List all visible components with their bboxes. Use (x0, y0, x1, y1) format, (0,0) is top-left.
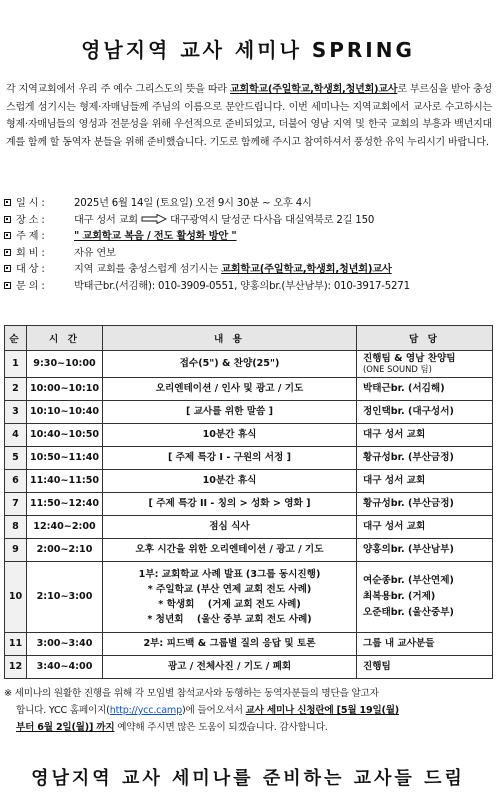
header-content: 내 용 (103, 326, 357, 351)
intro-text-end: 로 부르심을 받아 충성스럽게 섬기시는 형제·자매님들께 주님의 이름으로 문안드립니다. 이번 세미나는 지역교회에서 교사로 수고하시는 형제·자매님들의 영성과 전문성을 위해 우선적으로 준비되었고, 더불어 영남 지역 및 한국 교회의 부흥과 백년지대계를 함께 할 동역자 분들을 위해 준비했습니다. 기도로 함께해 주시고 참여하셔서 풍성한 유익 누리시기 바랍니다. (6, 84, 492, 148)
note-text: 합니다. YCC 홈페이지( (16, 705, 110, 716)
info-contact-label: 문 의 : (16, 280, 45, 292)
header-no: 순 (5, 326, 27, 351)
info-theme-value: " 교회학교 복음 / 전도 활성화 방안 " (74, 231, 237, 243)
row-content: 2부: 피드백 & 그룹별 질의 응답 및 토론 (103, 633, 357, 656)
row-time: 11:50~12:40 (27, 493, 103, 516)
event-info (4, 196, 494, 296)
row-time: 11:40~11:50 (27, 470, 103, 493)
table-row (5, 633, 493, 656)
row-no: 10 (5, 562, 27, 633)
row-no: 9 (5, 539, 27, 562)
row-owner: 황규성br. (부산금정) (357, 493, 493, 516)
info-contact-value: 박태근br.(서김해): 010-3909-0551, 양홍의br.(부산남부): 010-3917-5271 (74, 280, 410, 292)
info-target-emphasis: 교회학교(주일학교,학생회,청년회)교사 (221, 264, 392, 276)
arrow-right-icon (141, 214, 167, 224)
row-owner (357, 351, 493, 378)
info-contact (4, 279, 494, 296)
row-owner: 진행팀 (357, 656, 493, 679)
note-text: )에 들어오셔서 (181, 705, 246, 716)
table-row (5, 378, 493, 401)
row-owner: 정인택br. (대구성서) (357, 401, 493, 424)
row-time: 10:40~10:50 (27, 424, 103, 447)
row-time: 10:00~10:10 (27, 378, 103, 401)
page-title: 영남지역 교사 세미나 SPRING (81, 38, 415, 62)
intro-paragraph (6, 81, 492, 151)
row-time: 10:50~11:40 (27, 447, 103, 470)
row-content: 점심 식사 (103, 516, 357, 539)
info-fee (4, 246, 494, 263)
row-content: 10분간 휴식 (103, 424, 357, 447)
info-date-label: 일 시 : (16, 198, 45, 209)
row-time: 2:00~2:10 (27, 539, 103, 562)
row-owner-sub: (ONE SOUND 팀) (363, 364, 432, 374)
row-content-line: * 학생회 (거제 교회 전도 사례) (158, 599, 301, 610)
row-owner-main: 진행팀 & 영남 찬양팀 (363, 353, 456, 364)
row-owner: 양홍의br. (부산남부) (357, 539, 493, 562)
square-bullet-icon (4, 232, 11, 239)
row-content: [ 주제 특강 II - 칭의 > 성화 > 영화 ] (103, 493, 357, 516)
row-owner (357, 562, 493, 633)
row-content-line: * 청년회 (울산 중부 교회 전도 사례) (147, 614, 312, 625)
info-place-address: 대구광역시 달성군 다사읍 대실역북로 2길 150 (169, 214, 375, 226)
info-target-label: 대 상 : (16, 264, 45, 276)
info-theme-label: 주 제 : (16, 231, 45, 243)
note-emphasis: 부터 6월 2일(월)] 까지 (16, 722, 115, 733)
info-date (4, 196, 494, 213)
schedule-header-row (5, 326, 493, 351)
note-text: 예약해 주시면 많은 도움이 되겠습니다. 감사합니다. (114, 722, 328, 733)
table-row (5, 539, 493, 562)
info-place-label: 장 소 : (16, 214, 45, 226)
note-emphasis: 교사 세미나 신청란에 [5월 19일(월) (245, 705, 399, 716)
registration-note (4, 685, 492, 736)
square-bullet-icon (4, 265, 11, 272)
table-row (5, 656, 493, 679)
row-no: 3 (5, 401, 27, 424)
table-row (5, 470, 493, 493)
homepage-link[interactable]: http://ycc.camp (109, 705, 182, 716)
note-line-3 (4, 719, 492, 736)
row-no: 8 (5, 516, 27, 539)
header-owner: 담 당 (357, 326, 493, 351)
row-owner-line: 여순종br. (부산연제) (363, 575, 454, 586)
note-line-2 (4, 702, 492, 719)
row-no: 4 (5, 424, 27, 447)
row-time: 2:10~3:00 (27, 562, 103, 633)
square-bullet-icon (4, 216, 11, 223)
row-content: 접수(5") & 찬양(25") (103, 351, 357, 378)
row-no: 5 (5, 447, 27, 470)
info-target (4, 262, 494, 279)
note-line-1: ※ 세미나의 원활한 진행을 위해 각 모임별 참석교사와 동행하는 동역자분들의 명단을 알고자 (4, 688, 379, 699)
info-place-church: 대구 성서 교회 (74, 214, 138, 226)
table-row (5, 351, 493, 378)
row-content: 오리엔테이션 / 인사 및 광고 / 기도 (103, 378, 357, 401)
info-fee-value: 자유 연보 (74, 247, 116, 259)
footer-signature: 영남지역 교사 세미나를 준비하는 교사들 드림 (31, 768, 465, 789)
header-time: 시 간 (27, 326, 103, 351)
intro-text-start: 각 지역교회에서 우리 주 예수 그리스도의 뜻을 따라 (6, 84, 231, 95)
row-content: [ 주제 특강 I - 구원의 서정 ] (103, 447, 357, 470)
row-owner: 박태근br. (서김해) (357, 378, 493, 401)
info-target-value: 지역 교회를 충성스럽게 섬기시는 (74, 264, 222, 276)
row-time: 12:40~2:00 (27, 516, 103, 539)
row-no: 11 (5, 633, 27, 656)
row-owner: 그룹 내 교사분들 (357, 633, 493, 656)
row-owner: 대구 성서 교회 (357, 470, 493, 493)
row-no: 7 (5, 493, 27, 516)
row-content: [ 교사를 위한 말씀 ] (103, 401, 357, 424)
row-content: 10분간 휴식 (103, 470, 357, 493)
square-bullet-icon (4, 249, 11, 256)
intro-emphasis: 교회학교(주일학교,학생회,청년회)교사 (230, 84, 398, 95)
table-row (5, 424, 493, 447)
row-content-line: 1부: 교회학교 사례 발표 (3그룹 동시진행) (138, 569, 321, 580)
table-row (5, 516, 493, 539)
row-time: 3:40~4:00 (27, 656, 103, 679)
row-content-line: * 주일학교 (부산 연제 교회 전도 사례) (147, 584, 312, 595)
table-row (5, 493, 493, 516)
row-time: 3:00~3:40 (27, 633, 103, 656)
square-bullet-icon (4, 282, 11, 289)
row-content: 오후 시간을 위한 오리엔테이션 / 광고 / 기도 (103, 539, 357, 562)
table-row (5, 447, 493, 470)
info-date-value: 2025년 6월 14일 (토요일) 오전 9시 30분 ~ 오후 4시 (74, 198, 312, 209)
row-owner: 황규성br. (부산금정) (357, 447, 493, 470)
info-fee-label: 회 비 : (16, 247, 45, 259)
table-row (5, 562, 493, 633)
row-no: 1 (5, 351, 27, 378)
square-bullet-icon (4, 199, 11, 206)
row-owner-line: 오준태br. (울산중부) (363, 607, 454, 618)
row-content (103, 562, 357, 633)
row-time: 10:10~10:40 (27, 401, 103, 424)
schedule-table (4, 325, 493, 679)
row-owner: 대구 성서 교회 (357, 424, 493, 447)
table-row (5, 401, 493, 424)
row-no: 2 (5, 378, 27, 401)
row-owner-line: 최복용br. (거제) (363, 591, 436, 602)
row-no: 6 (5, 470, 27, 493)
info-place (4, 213, 494, 230)
row-owner: 대구 성서 교회 (357, 516, 493, 539)
row-time: 9:30~10:00 (27, 351, 103, 378)
row-no: 12 (5, 656, 27, 679)
row-content: 광고 / 전체사진 / 기도 / 폐회 (103, 656, 357, 679)
info-theme (4, 229, 494, 246)
